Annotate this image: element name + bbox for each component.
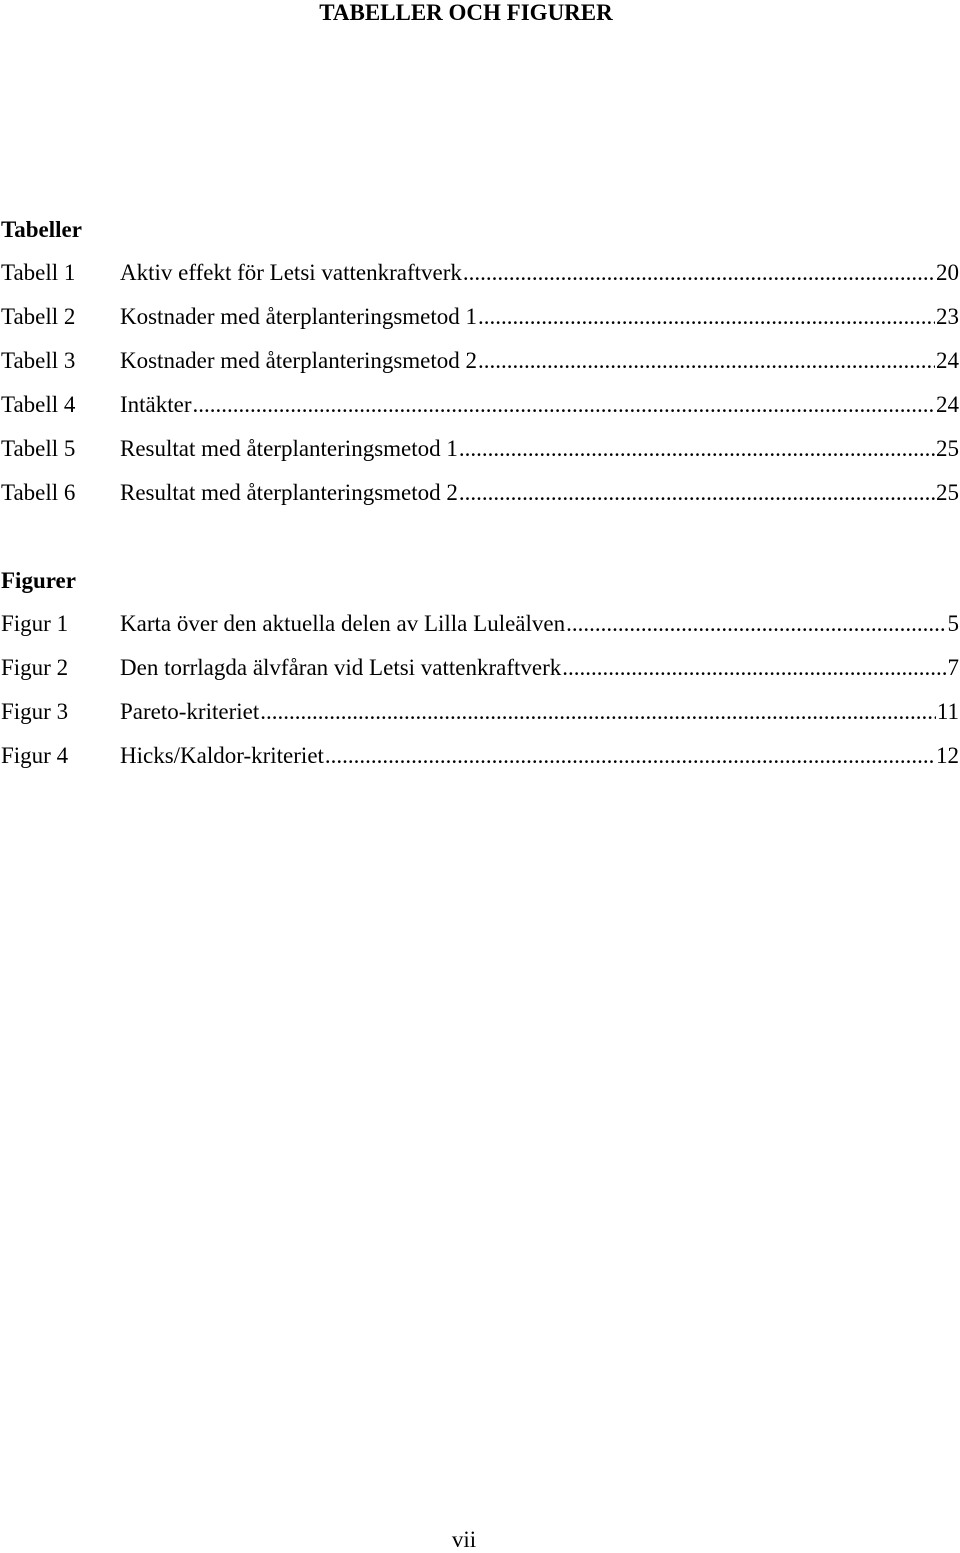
toc-entry-text: Kostnader med återplanteringsmetod 1 <box>120 304 478 329</box>
dot-leader <box>260 699 936 725</box>
toc-entry-page: 20 <box>936 260 959 285</box>
toc-entry-text: Resultat med återplanteringsmetod 2 <box>120 480 458 505</box>
toc-entry-text: Aktiv effekt för Letsi vattenkraftverk <box>120 260 462 285</box>
page-title: TABELLER OCH FIGURER <box>319 0 613 25</box>
dot-leader <box>566 611 946 637</box>
tables-list <box>1 260 959 524</box>
toc-entry-text: Resultat med återplanteringsmetod 1 <box>120 436 458 461</box>
toc-entry-label: Figur 4 <box>1 743 69 768</box>
toc-entry-tabell-5[interactable] <box>1 436 959 480</box>
toc-entry-text: Pareto-kriteriet <box>120 699 260 724</box>
toc-entry-label: Figur 2 <box>1 655 69 680</box>
toc-entry-page: 12 <box>936 743 959 768</box>
toc-entry-text: Kostnader med återplanteringsmetod 2 <box>120 348 478 373</box>
figures-heading: Figurer <box>1 568 76 593</box>
toc-entry-label: Tabell 2 <box>1 304 76 329</box>
dot-leader <box>562 655 946 681</box>
toc-entry-page: 24 <box>936 348 959 373</box>
toc-entry-label: Tabell 3 <box>1 348 76 373</box>
toc-entry-label: Figur 1 <box>1 611 69 636</box>
toc-entry-label: Tabell 4 <box>1 392 76 417</box>
toc-entry-label: Tabell 6 <box>1 480 76 505</box>
toc-entry-text: Hicks/Kaldor-kriteriet <box>120 743 324 768</box>
toc-entry-label: Figur 3 <box>1 699 69 724</box>
dot-leader <box>459 436 935 462</box>
toc-entry-page: 5 <box>947 611 959 636</box>
toc-entry-tabell-2[interactable] <box>1 304 959 348</box>
toc-entry-figur-3[interactable] <box>1 699 959 743</box>
dot-leader <box>325 743 935 769</box>
toc-entry-page: 25 <box>936 480 959 505</box>
tables-heading: Tabeller <box>1 217 82 242</box>
toc-entry-tabell-6[interactable] <box>1 480 959 524</box>
toc-entry-tabell-4[interactable] <box>1 392 959 436</box>
figures-list <box>1 611 959 787</box>
toc-entry-page: 24 <box>936 392 959 417</box>
toc-entry-page: 25 <box>936 436 959 461</box>
toc-entry-label: Tabell 1 <box>1 260 76 285</box>
dot-leader <box>478 304 935 330</box>
toc-entry-figur-2[interactable] <box>1 655 959 699</box>
toc-entry-tabell-1[interactable] <box>1 260 959 304</box>
toc-entry-text: Intäkter <box>120 392 192 417</box>
toc-entry-figur-4[interactable] <box>1 743 959 787</box>
dot-leader <box>459 480 935 506</box>
toc-entry-page: 11 <box>936 699 959 724</box>
toc-entry-figur-1[interactable] <box>1 611 959 655</box>
toc-entry-page: 23 <box>936 304 959 329</box>
page-number: vii <box>451 1527 477 1552</box>
toc-entry-label: Tabell 5 <box>1 436 76 461</box>
toc-entry-text: Den torrlagda älvfåran vid Letsi vattenkraftverk <box>120 655 562 680</box>
toc-entry-text: Karta över den aktuella delen av Lilla Luleälven <box>120 611 566 636</box>
dot-leader <box>478 348 935 374</box>
dot-leader <box>193 392 935 418</box>
toc-entry-tabell-3[interactable] <box>1 348 959 392</box>
dot-leader <box>463 260 935 286</box>
toc-entry-page: 7 <box>947 655 959 680</box>
